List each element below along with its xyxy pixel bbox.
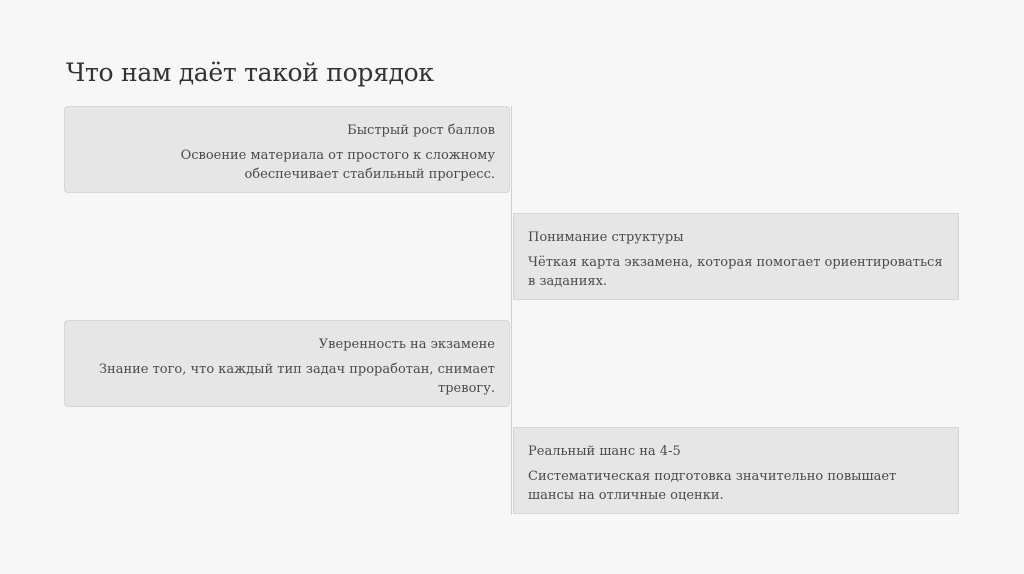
card-text: Освоение материала от простого к сложному обеспечивает стабильный прогресс. [180, 148, 495, 182]
timeline-card-fast-growth [64, 106, 510, 193]
card-title: Понимание структуры [528, 230, 684, 245]
timeline-card-confidence [64, 320, 510, 407]
timeline-card-structure [513, 213, 959, 300]
card-text: Систематическая подготовка значительно повышает шансы на отличные оценки. [528, 469, 897, 503]
card-title: Уверенность на экзамене [318, 337, 495, 352]
card-text: Чёткая карта экзамена, которая помогает ориентироваться в заданиях. [528, 255, 943, 289]
timeline-line [511, 106, 512, 515]
timeline-card-real-chance [513, 427, 959, 514]
slide-title: Что нам даёт такой порядок [66, 58, 434, 87]
card-text: Знание того, что каждый тип задач проработан, снимает тревогу. [98, 362, 495, 396]
card-title: Реальный шанс на 4-5 [528, 444, 681, 459]
card-title: Быстрый рост баллов [347, 123, 495, 138]
